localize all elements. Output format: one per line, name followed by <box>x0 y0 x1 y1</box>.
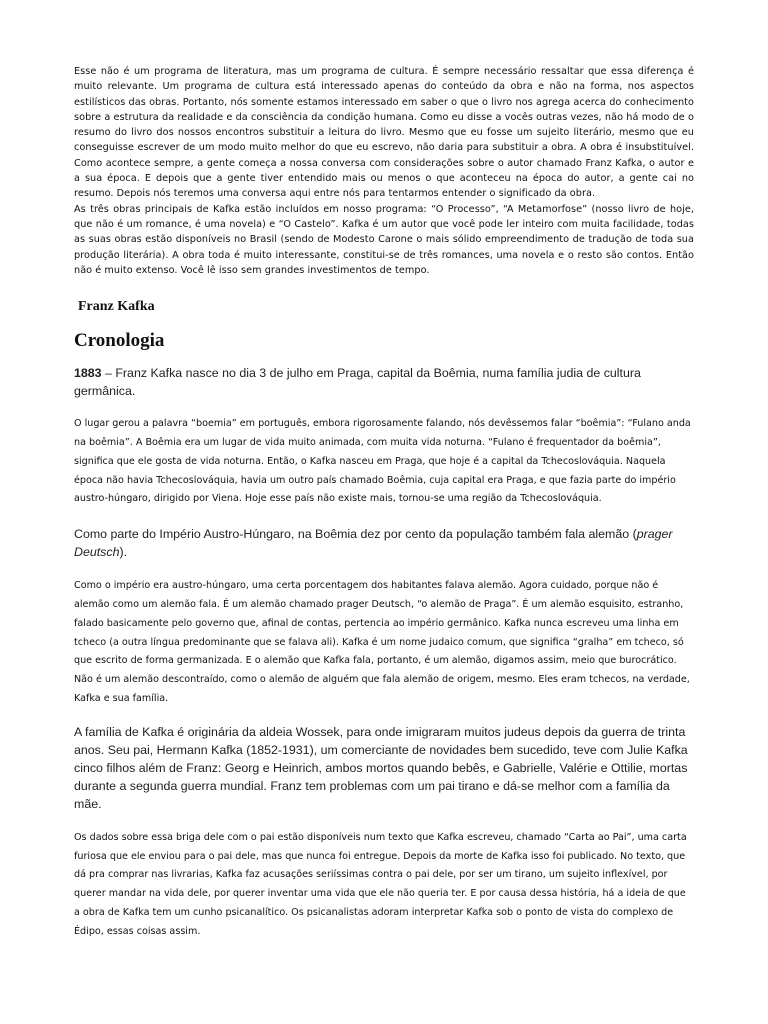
entry-italic-term: prager Deutsch <box>74 527 673 560</box>
entry-text: – Franz Kafka nasce no dia 3 de julho em Praga, capital da Boêmia, numa família judia de cultura germânica. <box>74 366 641 399</box>
commentary-paragraph: Como o império era austro-húngaro, uma certa porcentagem dos habitantes falava alemão. Agora cuidado, porque não é alemão como um alemão fala. É um alemão chamado prager Deutsch, “o alemão de Praga”. É um alemão esquisito, estranho, falado basicamente pelo governo que, afinal de contas, pertencia ao império germânico. Kafka nunca escreveu uma linha em tcheco (a outra língua predominante que se falava ali). Kafka é um nome judaico comum, que significa “gralha” em tcheco, só que escrito de forma germanizada. E o alemão que Kafka fala, portanto, é um alemão, digamos assim, meio que burocrático. Não é um alemão descontraído, como o alemão de alguém que fala alemão de origem, mesmo. Eles eram tchecos, na verdade, Kafka e sua família. <box>74 580 690 704</box>
chronology-entry-family: A família de Kafka é originária da aldeia Wossek, para onde imigraram muitos judeus depois da guerra de trinta anos. Seu pai, Hermann Kafka (1852-1931), um comerciante de novidades bem sucedido, teve com Julie Kafka cinco filhos além de Franz: Georg e Heinrich, ambos mortos quando bebês, e Gabrielle, Valérie e Ottilie, mortas durante a segunda guerra mundial. Franz tem problemas com um pai tirano e dá-se melhor com a família da mãe. <box>74 724 688 811</box>
chronology-entry-1883 <box>74 364 694 400</box>
section-title: Cronologia <box>74 330 165 352</box>
entry-year: 1883 <box>74 366 102 381</box>
commentary-paragraph: Os dados sobre essa briga dele com o pai estão disponíveis num texto que Kafka escreveu, chamado “Carta ao Pai”, uma carta furiosa que ele enviou para o pai dele, mas que nunca foi entregue. Depois da morte de Kafka isso foi publicado. No texto, que dá pra comprar nas livrarias, Kafka faz acusações seriíssimas contra o pai dele, por ser um tirano, um sujeito inflexível, por querer mandar na vida dele, por querer inventar uma vida que ele não queria ter. E por causa dessa história, há a ideia de que a obra de Kafka tem um cunho psicanalítico. Os psicanalistas adoram interpretar Kafka sob o ponto de vista do complexo de Édipo, essas coisas assim. <box>74 831 687 937</box>
entry-text: Como parte do Império Austro-Húngaro, na Boêmia dez por cento da população também fala alemão ( <box>74 527 637 542</box>
intro-section <box>74 64 694 278</box>
commentary-paragraph: O lugar gerou a palavra “boemia” em português, embora rigorosamente falando, nós devêssemos falar “boêmia”: “Fulano anda na boêmia”. A Boêmia era um lugar de vida muito animada, com muita vida noturna. “Fulano é frequentador da boêmia”, significa que ele gosta de vida noturna. Então, o Kafka nasceu em Praga, que hoje é a capital da Tchecoslováquia. Naquela época não havia Tchecoslováquia, havia um outro país chamado Boêmia, cuja capital era Praga, e que fazia parte do império austro-húngaro, dirigido por Viena. Hoje esse país não existe mais, tornou-se uma região da Tchecoslováquia. <box>74 418 691 505</box>
intro-paragraph-1: Esse não é um programa de literatura, mas um programa de cultura. É sempre necessário ressaltar que essa diferença é muito relevante. Um programa de cultura está interessado apenas do conteúdo da obra e não na forma, nos aspectos estilísticos das obras. Portanto, nós somente estamos interessado em saber o que o livro nos agrega acerca do conhecimento sobre a estrutura da realidade e da consciência da condição humana. Como eu disse a vocês outras vezes, não há modo de o resumo do livro dos nossos encontros substituir a leitura do livro. Mesmo que eu fosse um sujeito literário, mesmo que eu conseguisse escrever de um modo muito melhor do que eu escrevo, não daria para substituir a obra. A obra é insubstituível. Como acontece sempre, a gente começa a nossa conversa com considerações sobre o autor chamado Franz Kafka, o autor e a sua época. E depois que a gente tiver entendido mais ou menos o que aconteceu na época do autor, a gente cai no resumo. Depois nós teremos uma conversa aqui entre nós para tentarmos entender o significado da obra. <box>74 66 694 200</box>
intro-paragraph-2: As três obras principais de Kafka estão incluídos em nosso programa: “O Processo”, “A Metamorfose” (nosso livro de hoje, que não é um romance, é uma novela) e “O Castelo”. Kafka é um autor que você pode ler inteiro com muita facilidade, todas as suas obras estão disponíveis no Brasil (sendo de Modesto Carone o mais sólido empreendimento de tradução de toda sua produção literária). A obra toda é muito interessante, constitui-se de três romances, uma novela e o resto são contos. Então não é muito extenso. Você lê isso sem grandes investimentos de tempo. <box>74 203 694 276</box>
chronology-entry-empire <box>74 525 694 561</box>
author-heading: Franz Kafka <box>78 299 155 315</box>
entry-text-end: ). <box>119 545 128 560</box>
document-page <box>74 64 694 942</box>
